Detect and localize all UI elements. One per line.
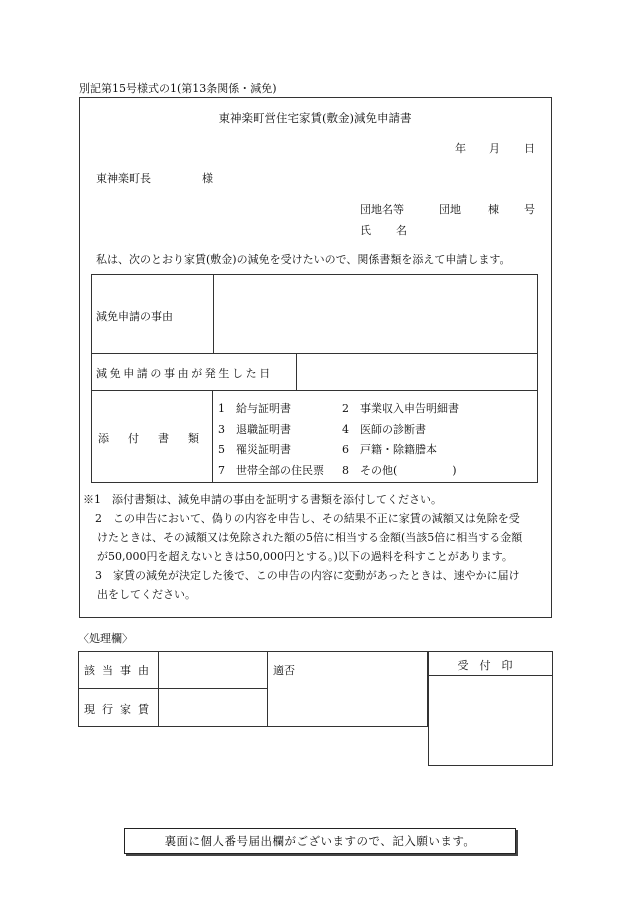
form-title: 東神楽町営住宅家賃(敷金)減免申請書 <box>218 111 412 125</box>
date-occurred-label: 減免申請の事由が発生した日 <box>96 367 273 380</box>
footer-notice: 裏面に個人番号届出欄がございますので、記入願います。 <box>124 828 516 854</box>
list-item: 3 退職証明書 4 医師の診断書 <box>218 422 426 436</box>
list-item: 7 世帯全部の住民票 8 その他( ) <box>218 463 457 477</box>
note-2: 2 この申告において、偽りの内容を申告し、その結果不正に家賃の減額又は免除を受 <box>95 512 520 525</box>
note-2-cont2: が50,000円を超えないときは50,000円とする。)以下の過料を科すことがあります。 <box>97 550 513 563</box>
reason-label: 減免申請の事由 <box>96 310 173 323</box>
note-3-cont: 出をしてください。 <box>97 588 196 601</box>
intro-text: 私は、次のとおり家賃(敷金)の減免を受けたいので、関係書類を添えて申請します。 <box>96 253 511 266</box>
date-month: 月 <box>489 142 500 155</box>
date-day: 日 <box>524 142 535 155</box>
attachments-label: 添付書類 <box>98 432 218 445</box>
date-year: 年 <box>455 142 466 155</box>
name-label-1: 氏 <box>360 224 371 237</box>
danchi-unit: 団地 <box>439 203 461 216</box>
processing-label: 〈処理欄〉 <box>78 632 133 645</box>
approval-label: 適否 <box>273 664 295 677</box>
note-1: ※1 添付書類は、減免申請の事由を証明する書類を添付してください。 <box>83 493 442 506</box>
name-label-2: 名 <box>396 224 407 237</box>
current-rent-label: 現行家賃 <box>84 703 156 716</box>
applicable-reason-label: 該当事由 <box>84 664 156 677</box>
note-3: 3 家賃の減免が決定した後で、この申告の内容に変動があったときは、速やかに届け <box>95 569 520 582</box>
danchi-label: 団地名等 <box>360 203 404 216</box>
building-unit: 棟 <box>488 203 499 216</box>
list-item: 5 罹災証明書 6 戸籍・除籍謄本 <box>218 443 437 456</box>
addressee-name: 東神楽町長 <box>96 172 151 185</box>
note-2-cont: けたときは、その減額又は免除された額の5倍に相当する金額(当該5倍に相当する金額 <box>97 531 523 544</box>
form-number-label: 別記第15号様式の1(第13条関係・減免) <box>79 82 277 95</box>
room-unit: 号 <box>524 203 535 216</box>
list-item: 1 給与証明書 2 事業収入申告明細書 <box>218 402 459 415</box>
attachments-list <box>218 399 459 481</box>
notes-block <box>83 490 522 604</box>
addressee-honorific: 様 <box>202 172 213 185</box>
receipt-stamp-label: 受付印 <box>457 659 524 672</box>
